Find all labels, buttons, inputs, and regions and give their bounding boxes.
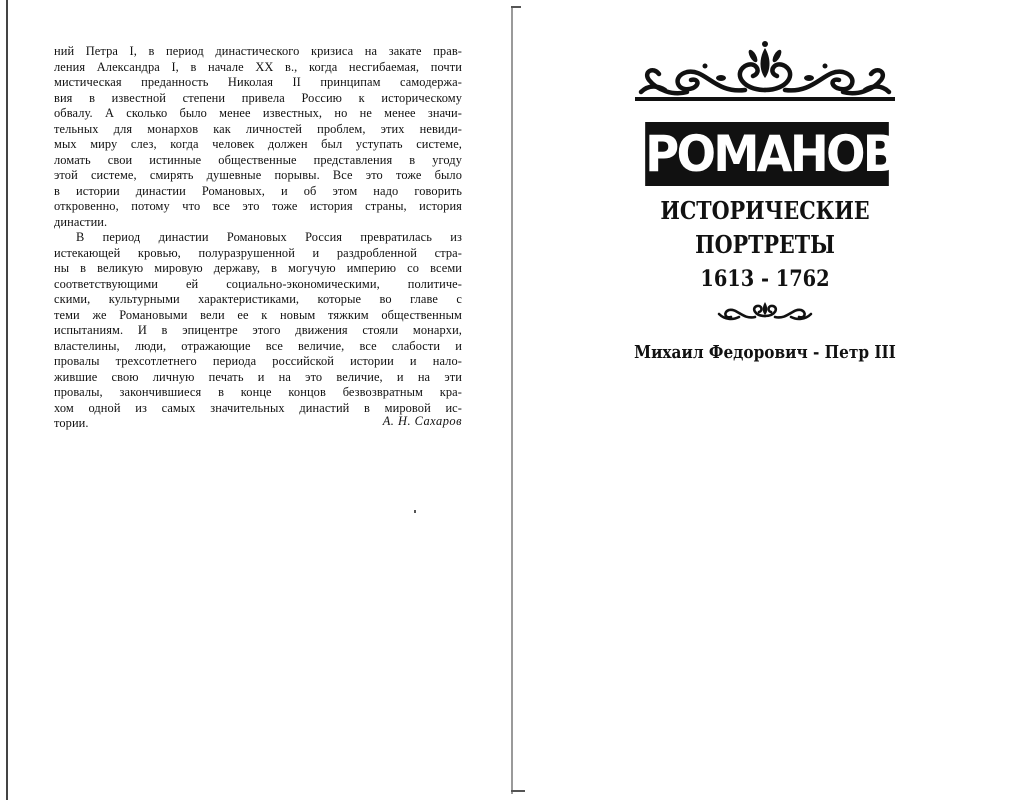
gutter-tick-bottom — [511, 790, 525, 792]
text-line: провалы, закончившиеся в конце концов безвозвратным кра- — [54, 385, 462, 399]
text-line: обвалу. А сколько было менее известных, но не менее значи- — [54, 106, 462, 120]
gutter-tick-top — [511, 6, 521, 8]
text-line: мых миру слез, когда человек должен был уступать системе, — [54, 137, 462, 151]
text-line: скими, культурными характеристиками, которые во главе с — [54, 292, 462, 306]
author-signature: А. Н. Сахаров — [382, 414, 462, 428]
text-line: ления Александра I, в начале XX в., когда несгибаемая, почти — [54, 59, 462, 74]
text-line: ний Петра I, в период династического кризиса на закате прав- — [54, 44, 462, 58]
book-gutter — [511, 8, 513, 794]
left-page-edge — [6, 0, 8, 800]
text-line: тории. — [54, 416, 89, 430]
text-line: тельных для монархов как личностей проблем, этих невиди- — [54, 121, 462, 136]
text-line: провалы трехсотлетнего периода российской истории и нало- — [54, 354, 462, 368]
text-line: мистическая преданность Николая II принципам самодержа- — [54, 75, 462, 89]
text-line: ломать свои истинные общественные представления в угоду — [54, 152, 462, 167]
text-line: властелины, люди, отражающие все величие, все слабости и — [54, 338, 462, 353]
text-line: жившие свою личную печать и на это величие, и на эти — [54, 369, 462, 384]
text-line: в истории династии Романовых, и об этом надо говорить — [54, 183, 462, 198]
text-line: откровенно, потому что все это тоже история страны, история — [54, 199, 462, 213]
text-line: ны в великую мировую державу, в могучую империю со всеми — [54, 261, 462, 275]
book-title: РОМАНОВЫ — [645, 122, 889, 186]
text-line: хом одной из самых значительных династий в мировой ис- — [54, 400, 462, 415]
rulers-range: Михаил Федорович - Петр III — [634, 342, 896, 363]
subtitle-line-1: ИСТОРИЧЕСКИЕ — [660, 196, 870, 225]
text-line: истекающей кровью, полуразрушенной и раздробленной стра- — [54, 245, 462, 260]
ornament-bottom-icon — [715, 300, 815, 322]
text-line: вия в известной степени привела Россию к историческому — [54, 90, 462, 105]
text-line: В период династии Романовых Россия превратилась из — [76, 230, 462, 244]
subtitle-line-2: ПОРТРЕТЫ — [695, 230, 835, 259]
left-page — [54, 44, 462, 432]
scan-speck — [414, 510, 416, 513]
text-line: теми же Романовыми вели ее к новым тяжким общественным — [54, 307, 462, 322]
text-line: испытаниям. И в эпицентре этого движения стояли монархи, — [54, 323, 462, 337]
years-range: 1613 - 1762 — [700, 266, 830, 292]
text-line: этой системе, смирять душевные порывы. Все это тоже было — [54, 168, 462, 182]
ornament-top-icon — [635, 40, 895, 104]
text-line: династии. — [54, 214, 108, 229]
text-line: соответствующими ей социально-экономическими, политиче- — [54, 276, 462, 291]
